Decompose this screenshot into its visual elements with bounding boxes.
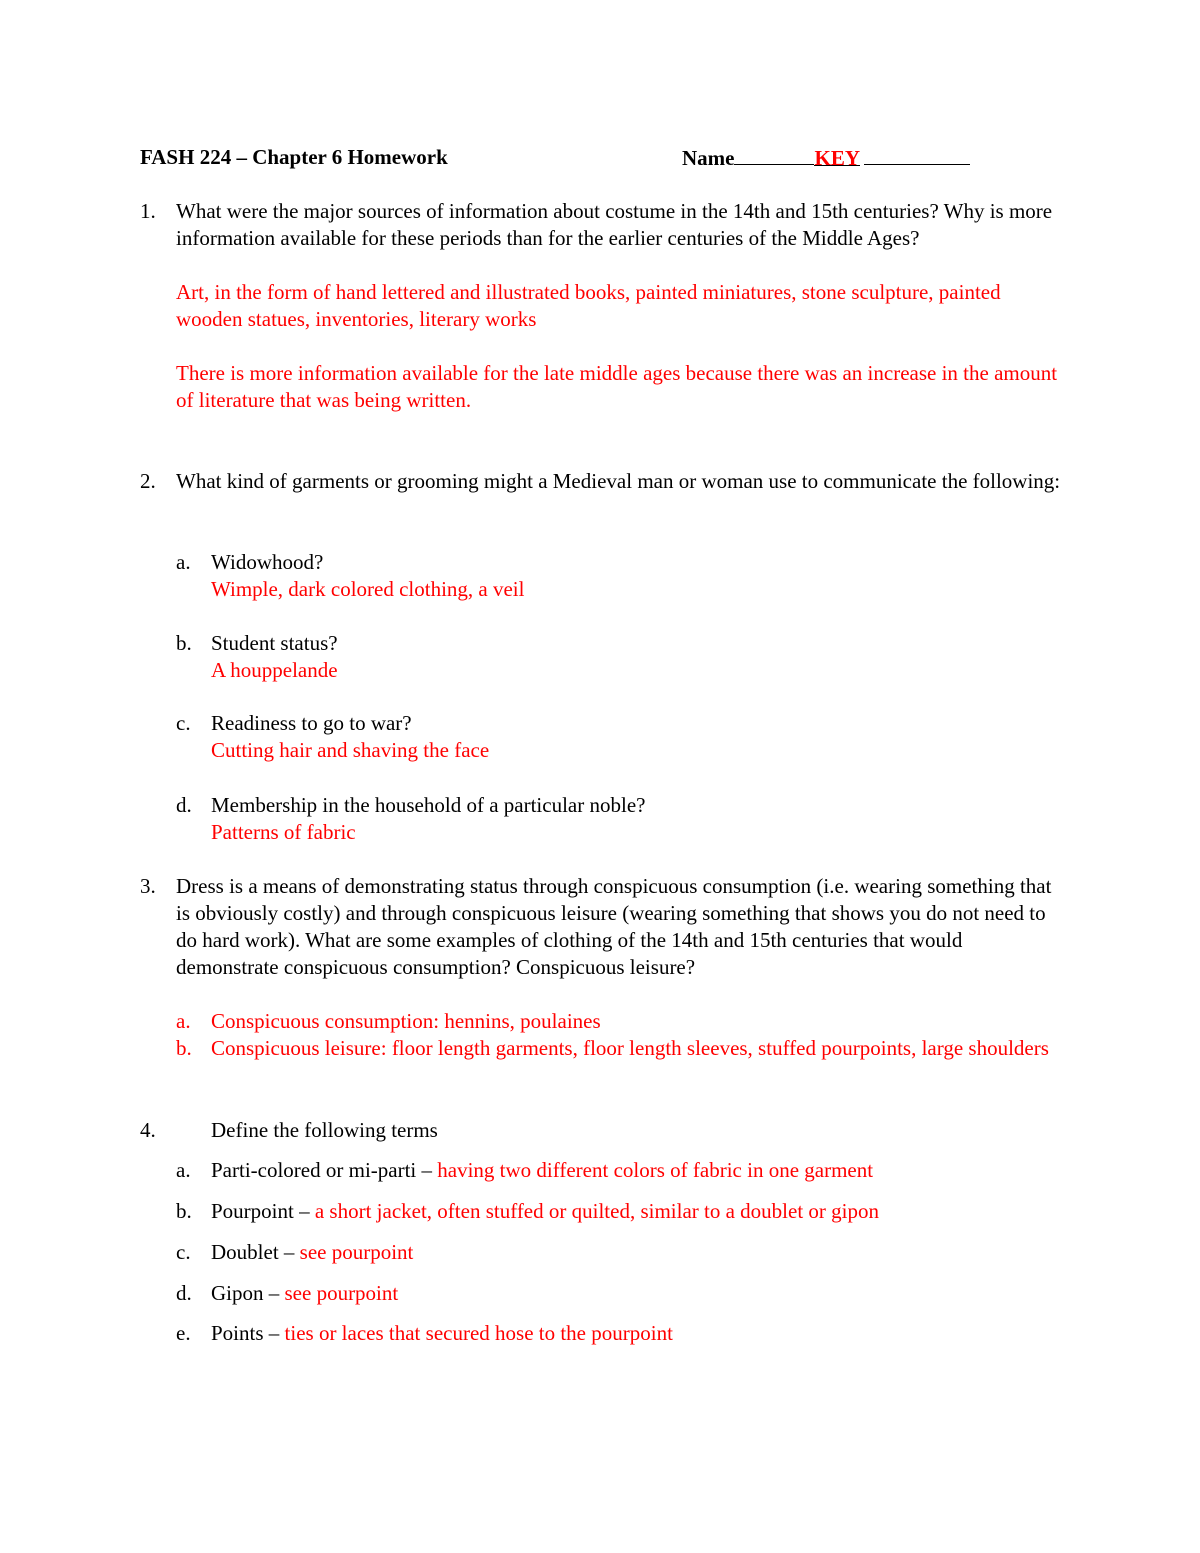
list-item — [176, 549, 1076, 605]
item-letter: b. — [176, 1199, 192, 1223]
item-letter: b. — [176, 631, 192, 655]
item-letter: a. — [176, 1009, 191, 1033]
item-answer: Conspicuous leisure: floor length garments, floor length sleeves, stuffed pourpoints, large shoulders — [211, 1036, 1049, 1060]
question-number: 4. — [140, 1118, 156, 1142]
definition: see pourpoint — [284, 1281, 399, 1305]
definition: ties or laces that secured hose to the pourpoint — [284, 1321, 673, 1345]
item-letter: b. — [176, 1036, 192, 1060]
list-item — [176, 1280, 1076, 1307]
question-2 — [140, 468, 1070, 528]
item-answer: Wimple, dark colored clothing, a veil — [211, 577, 525, 601]
question-3 — [140, 873, 1070, 988]
question-number: 2. — [140, 469, 156, 493]
item-letter: d. — [176, 1281, 192, 1305]
term: Doublet – — [211, 1240, 300, 1264]
item-letter: c. — [176, 711, 191, 735]
item-letter: e. — [176, 1321, 191, 1345]
term: Pourpoint – — [211, 1199, 315, 1223]
item-answer: Cutting hair and shaving the face — [211, 738, 490, 762]
item-letter: a. — [176, 1158, 191, 1182]
question-text: What kind of garments or grooming might a Medieval man or woman use to communicate the following: — [176, 469, 1061, 493]
name-underline-right — [864, 144, 970, 165]
question-number: 1. — [140, 199, 156, 223]
term: Gipon – — [211, 1281, 285, 1305]
item-answer: Patterns of fabric — [211, 820, 356, 844]
list-item — [176, 630, 1076, 686]
page-title: FASH 224 – Chapter 6 Homework — [140, 145, 448, 169]
question-number: 3. — [140, 874, 156, 898]
item-answer: Conspicuous consumption: hennins, poulaines — [211, 1009, 601, 1033]
term: Points – — [211, 1321, 285, 1345]
list-item — [176, 1008, 1076, 1035]
item-prompt: Membership in the household of a particular noble? — [211, 793, 646, 817]
list-item — [176, 1320, 1076, 1347]
definition: see pourpoint — [299, 1240, 414, 1264]
answer-text: Art, in the form of hand lettered and illustrated books, painted miniatures, stone sculpture, painted wooden statues, inventories, literary works — [176, 280, 1001, 331]
name-underline-left — [734, 144, 814, 165]
definition: a short jacket, often stuffed or quilted, similar to a doublet or gipon — [314, 1199, 879, 1223]
item-prompt: Widowhood? — [211, 550, 324, 574]
list-item — [176, 1157, 1076, 1184]
name-value: KEY — [814, 146, 860, 170]
answer-text: There is more information available for the late middle ages because there was an increase in the amount of literature that was being written. — [176, 361, 1058, 412]
name-label: Name — [682, 146, 735, 170]
list-item — [176, 1035, 1076, 1091]
item-prompt: Readiness to go to war? — [211, 711, 412, 735]
list-item — [176, 792, 1076, 848]
item-answer: A houppelande — [211, 658, 338, 682]
question-text: Dress is a means of demonstrating status through conspicuous consumption (i.e. wearing something that is obviously costly) and through conspicuous leisure (wearing something that shows you do not need to do hard work). What are some examples of clothing of the 14th and 15th centuries that would demonstrate conspicuous consumption? Conspicuous leisure? — [176, 874, 1052, 979]
list-item — [176, 1239, 1076, 1266]
header — [140, 144, 1060, 171]
list-item — [176, 710, 1076, 766]
name-field — [682, 144, 970, 172]
definition: having two different colors of fabric in one garment — [437, 1158, 874, 1182]
item-letter: d. — [176, 793, 192, 817]
term: Parti-colored or mi-parti – — [211, 1158, 438, 1182]
question-1 — [140, 198, 1070, 448]
question-4 — [140, 1117, 1070, 1144]
question-text: What were the major sources of information about costume in the 14th and 15th centuries? Why is more information available for these periods than for the earlier centuries of the Middle Ages? — [176, 199, 1053, 250]
question-text: Define the following terms — [211, 1118, 438, 1142]
item-letter: c. — [176, 1240, 191, 1264]
item-letter: a. — [176, 550, 191, 574]
list-item — [176, 1198, 1076, 1225]
item-prompt: Student status? — [211, 631, 338, 655]
